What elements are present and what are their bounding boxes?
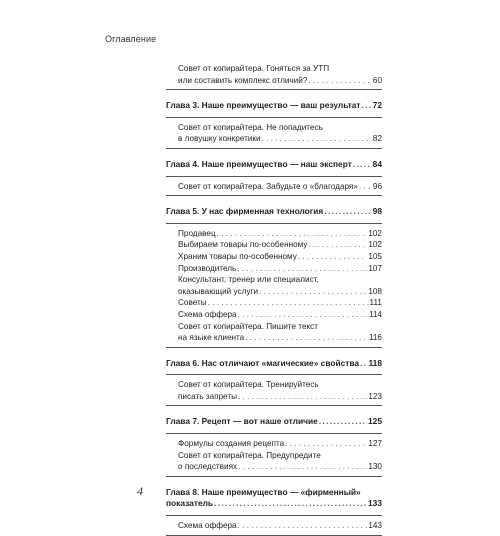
leader-dots — [238, 461, 367, 473]
toc-entry-page: 102 — [368, 240, 382, 250]
toc-entry[interactable] — [178, 75, 382, 87]
toc-entry-page: 108 — [368, 286, 382, 296]
toc-chapter-6-items — [166, 375, 382, 402]
leader-dots — [324, 206, 371, 218]
chapter-page: 98 — [372, 206, 382, 217]
divider — [166, 195, 382, 196]
toc-entry[interactable] — [178, 286, 382, 298]
toc-entry[interactable] — [178, 297, 382, 309]
toc-chapter-4-items — [166, 177, 382, 193]
toc-entry-title: на языке клиента — [178, 333, 245, 343]
toc-entry-line: Совет от копирайтера. Тренируйтесь — [178, 380, 319, 390]
toc-entry[interactable] — [178, 332, 382, 344]
toc-entry[interactable] — [178, 228, 382, 240]
toc-entry-page: 130 — [368, 462, 382, 472]
toc-entry-page: 107 — [368, 263, 382, 273]
toc-chapter-4[interactable] — [166, 155, 382, 173]
toc-entry-title: Выбираем товары по-особенному — [178, 240, 308, 250]
toc-entry-page: 123 — [368, 391, 382, 401]
toc-entry-page: 114 — [368, 309, 382, 319]
chapter-title: Глава 5. У нас фирменная технология — [166, 206, 324, 217]
toc-entry-page: 102 — [368, 228, 382, 238]
toc-entry-title: оказывающий услуги — [178, 286, 259, 296]
toc-entry-title: о последствиях — [178, 462, 238, 472]
toc-entry-page: 111 — [369, 298, 382, 308]
leader-dots — [285, 438, 367, 450]
chapter-title: Глава 3. Наше преимущество — ваш результат — [166, 100, 361, 111]
toc-entry-title: Продавец — [178, 228, 216, 238]
toc-entry-line: Совет от копирайтера. Предупредите — [178, 450, 321, 460]
chapter-title: Глава 7. Рецепт — вот наше отличие — [166, 416, 318, 427]
toc-entry[interactable] — [178, 461, 382, 473]
chapter-title: показатель — [166, 498, 214, 509]
divider — [166, 476, 382, 477]
toc-chapter-3-items — [166, 118, 382, 145]
toc-entry[interactable] — [178, 520, 382, 532]
toc-entry-title: Храним товары по-особенному — [178, 251, 297, 261]
leader-dots — [237, 263, 367, 275]
leader-dots — [217, 228, 368, 240]
toc-entry-title: Производитель — [178, 263, 237, 273]
leader-dots — [259, 286, 367, 298]
toc-entry-title: писать запреты — [178, 391, 237, 401]
leader-dots — [238, 309, 368, 321]
toc-entry-line: Совет от копирайтера. Не попадитесь — [178, 122, 323, 132]
toc-entry-title: или составить комплекс отличий? — [178, 75, 308, 85]
leader-dots — [360, 358, 367, 370]
leader-dots — [208, 297, 369, 309]
toc-entry-title: Формулы создания рецепта — [178, 439, 285, 449]
toc-entry-title: в ловушку конкретики — [178, 134, 261, 144]
leader-dots — [238, 391, 367, 403]
toc-intro-group — [166, 63, 382, 86]
toc-entry-line: Консультант, тренер или специалист, — [178, 275, 319, 285]
toc-entry[interactable] — [178, 239, 382, 251]
toc-entry-page: 127 — [368, 439, 382, 449]
toc-entry-title: Схема оффера — [178, 521, 237, 531]
divider — [166, 405, 382, 406]
chapter-page: 72 — [372, 100, 382, 111]
chapter-title: Глава 6. Нас отличают «магические» свойства — [166, 357, 360, 368]
toc-chapter-8-items — [166, 516, 382, 532]
leader-dots — [361, 100, 371, 112]
toc-entry[interactable] — [178, 438, 382, 450]
chapter-page: 84 — [372, 158, 382, 169]
toc-entry-page: 105 — [368, 251, 382, 261]
chapter-title-line: Глава 8. Наше преимущество — «фирменный» — [166, 486, 361, 497]
toc-entry-title: Советы — [178, 298, 207, 308]
toc-entry-page: 96 — [372, 181, 382, 191]
divider — [166, 89, 382, 90]
toc-entry[interactable] — [178, 133, 382, 145]
divider — [166, 347, 382, 348]
toc-entry[interactable] — [178, 263, 382, 275]
leader-dots — [308, 239, 367, 251]
toc-entry-page: 82 — [372, 134, 382, 144]
toc-entry[interactable] — [178, 181, 382, 193]
toc-chapter-5[interactable] — [166, 202, 382, 220]
toc-entry[interactable] — [178, 309, 382, 321]
toc-chapter-3[interactable] — [166, 96, 382, 114]
toc-chapter-7-items — [166, 434, 382, 473]
toc-entry[interactable] — [178, 391, 382, 403]
running-header: Оглавление — [105, 34, 157, 44]
leader-dots — [245, 332, 368, 344]
chapter-title: Глава 4. Наше преимущество — наш эксперт — [166, 158, 352, 169]
divider — [166, 535, 382, 536]
toc-entry[interactable] — [178, 251, 382, 263]
toc-entry-line: Совет от копирайтера. Гоняться за УТП — [178, 64, 330, 73]
toc-entry-title: Схема оффера — [178, 309, 237, 319]
toc-entry-line: Совет от копирайтера. Пишите текст — [178, 321, 319, 331]
page-number: 4 — [137, 484, 143, 498]
leader-dots — [262, 133, 372, 145]
chapter-page: 125 — [368, 416, 382, 427]
leader-dots — [359, 181, 372, 193]
divider — [166, 148, 382, 149]
leader-dots — [214, 498, 367, 510]
chapter-page: 133 — [368, 498, 382, 509]
toc-entry-page: 60 — [372, 75, 382, 85]
leader-dots — [308, 75, 372, 87]
toc-entry-page: 143 — [368, 521, 382, 531]
toc-chapter-6[interactable] — [166, 354, 382, 372]
chapter-page: 118 — [368, 357, 382, 368]
toc-entry-title: Совет от копирайтера. Забудьте о «благодаря» — [178, 181, 358, 191]
toc-chapter-5-items — [166, 224, 382, 344]
leader-dots — [298, 251, 367, 263]
leader-dots — [238, 520, 368, 532]
leader-dots — [319, 416, 367, 428]
toc-chapter-8[interactable] — [166, 483, 382, 512]
leader-dots — [353, 159, 372, 171]
table-of-contents — [166, 63, 382, 536]
toc-chapter-7[interactable] — [166, 412, 382, 430]
toc-entry-page: 116 — [368, 333, 382, 343]
